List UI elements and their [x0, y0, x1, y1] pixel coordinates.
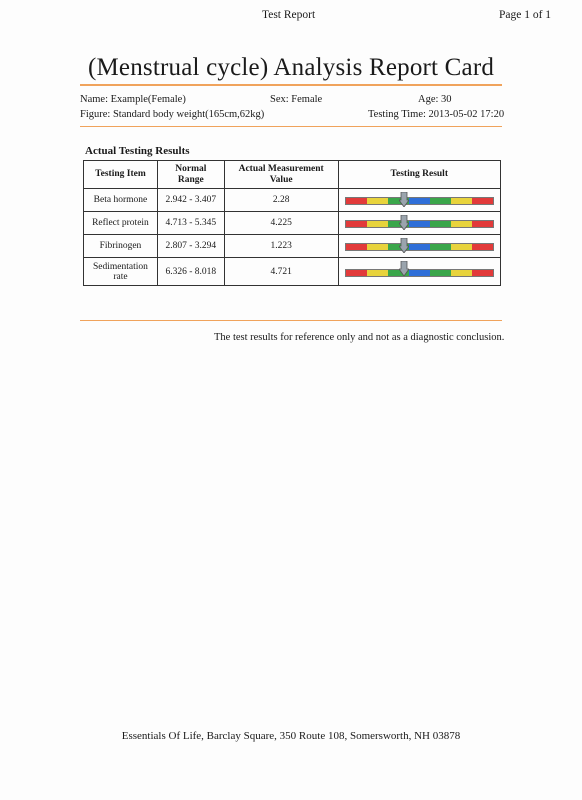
cell-item [84, 258, 158, 286]
table-row [84, 212, 501, 235]
cell-value: 1.223 [224, 235, 338, 258]
patient-age: Age: 30 [418, 94, 452, 105]
result-scale-segment [451, 244, 472, 250]
result-scale-segment [367, 198, 388, 204]
result-scale-segment [346, 221, 367, 227]
testing-time: Testing Time: 2013-05-02 17:20 [368, 109, 505, 120]
header-actual-value [224, 161, 338, 189]
cell-item: Beta hormone [84, 189, 158, 212]
cell-range: 6.326 - 8.018 [157, 258, 224, 286]
header-testing-item: Testing Item [84, 161, 158, 189]
result-scale-segment [472, 270, 493, 276]
result-scale-segment [409, 198, 430, 204]
table-header-row [84, 161, 501, 189]
result-scale-segment [409, 270, 430, 276]
result-scale-segment [430, 244, 451, 250]
cell-range: 2.807 - 3.294 [157, 235, 224, 258]
result-scale-segment [346, 198, 367, 204]
results-divider [80, 320, 502, 321]
result-scale-bar [345, 269, 494, 277]
result-scale-segment [346, 244, 367, 250]
result-scale-segment [409, 221, 430, 227]
table-row [84, 258, 501, 286]
header-normal-range-line1: Normal [175, 163, 207, 174]
result-scale-segment [472, 198, 493, 204]
header-actual-value-line1: Actual Measurement [238, 163, 324, 174]
result-scale-segment [472, 221, 493, 227]
section-title: Actual Testing Results [85, 145, 190, 157]
cell-item-line1: Sedimentation [93, 261, 148, 272]
cell-item: Fibrinogen [84, 235, 158, 258]
report-header-title: Test Report [262, 9, 316, 21]
result-scale-bar [345, 243, 494, 251]
cell-item: Reflect protein [84, 212, 158, 235]
result-scale-segment [346, 270, 367, 276]
header-actual-value-line2: Value [269, 174, 293, 185]
cell-value: 4.721 [224, 258, 338, 286]
result-pointer-icon [399, 238, 409, 253]
result-scale-segment [430, 270, 451, 276]
cell-range: 2.942 - 3.407 [157, 189, 224, 212]
header-normal-range-line2: Range [177, 174, 204, 185]
cell-result-bar [338, 189, 500, 212]
header-testing-result: Testing Result [338, 161, 500, 189]
page-number: Page 1 of 1 [499, 9, 552, 21]
result-scale-segment [451, 221, 472, 227]
patient-figure: Figure: Standard body weight(165cm,62kg) [80, 109, 265, 120]
patient-sex: Sex: Female [270, 94, 323, 105]
result-scale-bar [345, 220, 494, 228]
table-row [84, 189, 501, 212]
result-scale-segment [367, 270, 388, 276]
cell-range: 4.713 - 5.345 [157, 212, 224, 235]
footer-address: Essentials Of Life, Barclay Square, 350 Route 108, Somersworth, NH 03878 [121, 730, 461, 742]
result-scale-segment [451, 198, 472, 204]
result-scale-segment [367, 221, 388, 227]
result-scale-segment [472, 244, 493, 250]
result-scale-segment [430, 198, 451, 204]
table-row [84, 235, 501, 258]
result-scale-bar [345, 197, 494, 205]
cell-result-bar [338, 212, 500, 235]
cell-result-bar [338, 235, 500, 258]
result-scale-segment [367, 244, 388, 250]
result-scale-segment [451, 270, 472, 276]
header-normal-range [157, 161, 224, 189]
result-scale-segment [409, 244, 430, 250]
cell-value: 2.28 [224, 189, 338, 212]
report-title: (Menstrual cycle) Analysis Report Card [87, 54, 495, 81]
cell-value: 4.225 [224, 212, 338, 235]
result-scale-segment [430, 221, 451, 227]
result-pointer-icon [399, 192, 409, 207]
cell-result-bar [338, 258, 500, 286]
cell-item-line2: rate [113, 271, 128, 282]
result-pointer-icon [399, 261, 409, 276]
info-divider [80, 126, 502, 127]
patient-name: Name: Example(Female) [80, 94, 186, 105]
disclaimer: The test results for reference only and not as a diagnostic conclusion. [214, 332, 505, 343]
title-divider [80, 84, 502, 86]
results-table [83, 160, 501, 286]
result-pointer-icon [399, 215, 409, 230]
